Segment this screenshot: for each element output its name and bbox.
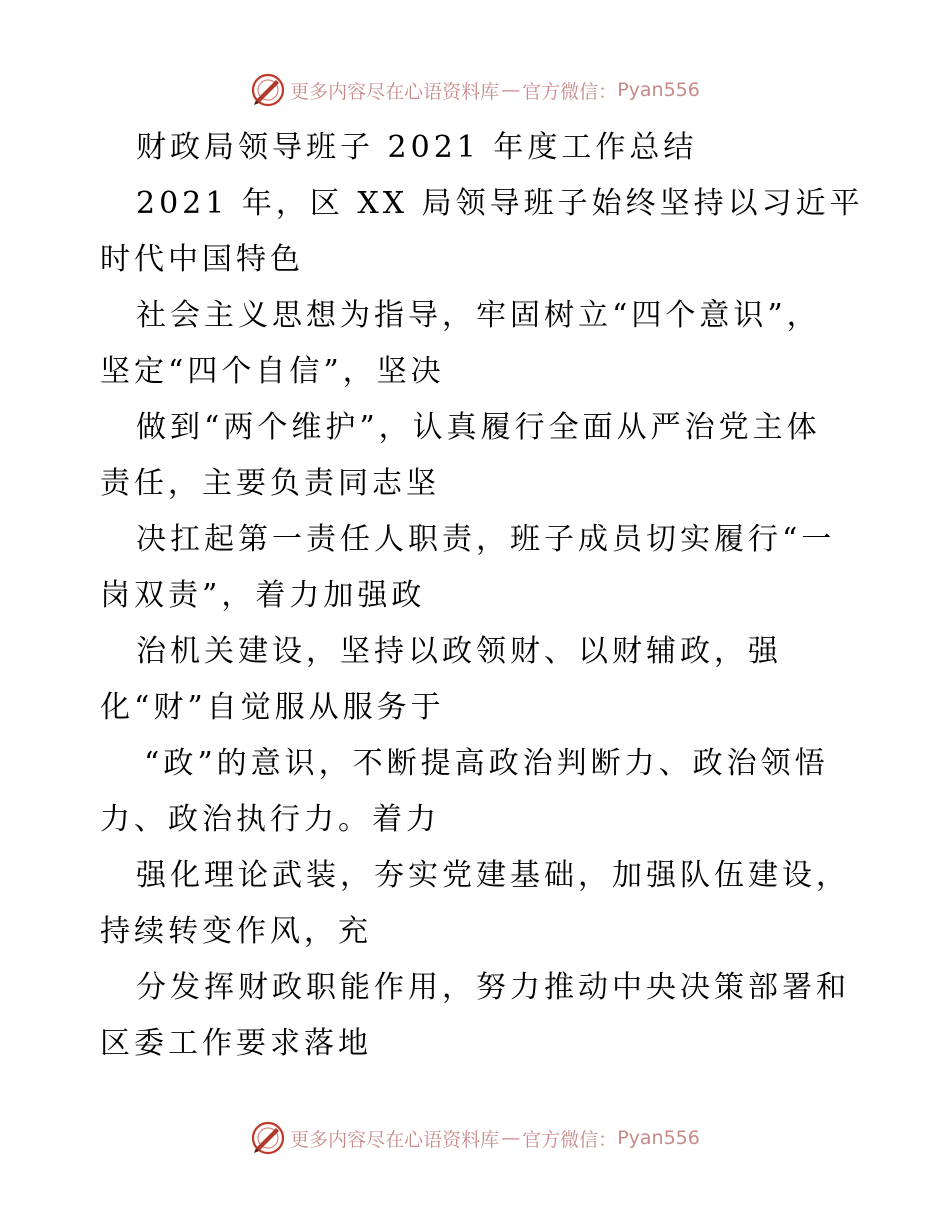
paragraph-line: 责任，主要负责同志坚: [100, 466, 440, 501]
paragraph-line: 岗双责”，着力加强政: [100, 578, 426, 613]
paragraph-line: 做到“两个维护”，认真履行全面从严治党主体: [136, 410, 821, 445]
paragraph-line: 持续转变作风，充: [100, 914, 372, 949]
document-body: [100, 120, 864, 1072]
watermark-text: 更多内容尽在心语资料库: [290, 1128, 500, 1151]
watermark-wechat-id: Pyan556: [617, 79, 700, 101]
watermark-wechat-id: Pyan556: [617, 1127, 700, 1149]
paragraph-line: 区委工作要求落地: [100, 1026, 372, 1061]
pen-logo-icon: [250, 1120, 286, 1156]
watermark-dash: —: [501, 1127, 521, 1149]
paragraph-line: 坚定“四个自信”，坚决: [100, 354, 445, 389]
pen-logo-icon: [250, 72, 286, 108]
watermark-dash: —: [501, 79, 521, 101]
watermark-official: 官方微信：: [522, 1128, 618, 1151]
paragraph-line: 时代中国特色: [100, 242, 304, 277]
paragraph-line: 决扛起第一责任人职责，班子成员切实履行“一: [136, 522, 836, 557]
paragraph-line: 2021 年，区 XX 局领导班子始终坚持以习近平: [136, 186, 864, 221]
paragraph-line: 强化理论武装，夯实党建基础，加强队伍建设，: [136, 858, 850, 893]
paragraph-line: 化“财”自觉服从服务于: [100, 690, 445, 725]
paragraph-line: 力、政治执行力。着力: [100, 802, 440, 837]
header-watermark: [0, 70, 950, 110]
watermark-text: 更多内容尽在心语资料库: [290, 80, 500, 103]
paragraph-line: “政”的意识，不断提高政治判断力、政治领悟: [144, 746, 829, 781]
footer-watermark: [0, 1118, 950, 1158]
paragraph-line: 分发挥财政职能作用，努力推动中央决策部署和: [136, 970, 850, 1005]
paragraph-line: 治机关建设，坚持以政领财、以财辅政，强: [136, 634, 782, 669]
paragraph-line: 社会主义思想为指导，牢固树立“四个意识”，: [136, 298, 821, 333]
watermark-official: 官方微信：: [522, 80, 618, 103]
document-title: 财政局领导班子 2021 年度工作总结: [136, 130, 698, 165]
